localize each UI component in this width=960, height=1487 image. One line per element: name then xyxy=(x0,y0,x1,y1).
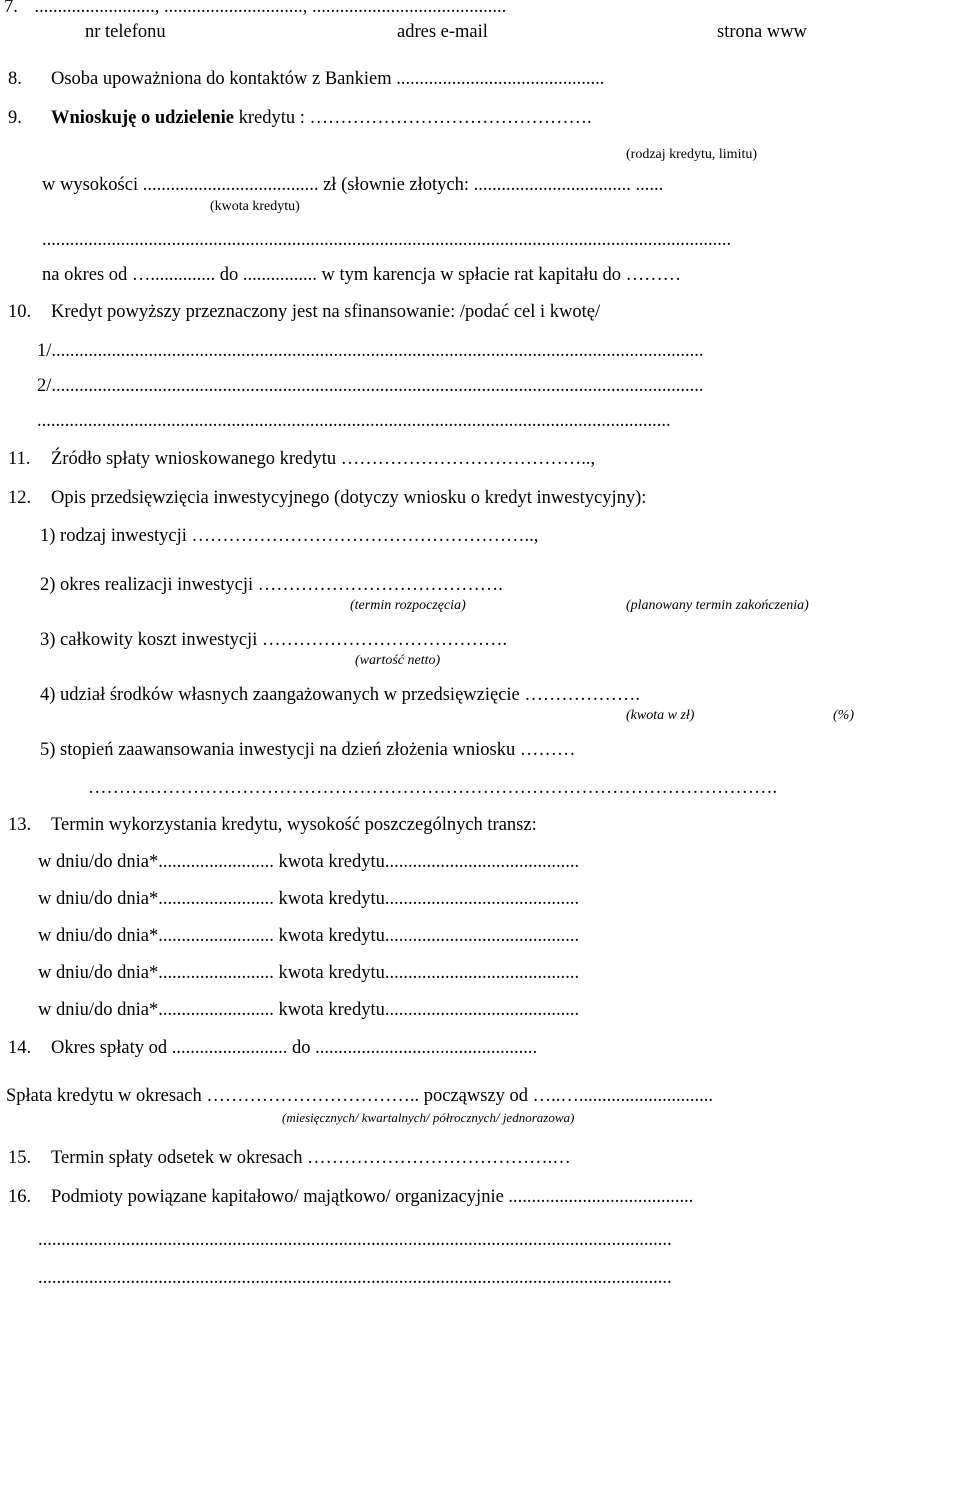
item-14[interactable] xyxy=(8,1037,537,1059)
item-9[interactable] xyxy=(8,107,592,129)
investment-cost-field[interactable]: 3) całkowity koszt inwestycji …………………………………. xyxy=(40,630,508,650)
item-7-dots[interactable] xyxy=(4,0,506,18)
end-date-note: (planowany termin zakończenia) xyxy=(626,598,809,613)
purpose-line-2[interactable]: 2/............................................................................................................................................. xyxy=(37,376,704,396)
item-16[interactable] xyxy=(8,1186,693,1208)
purpose-line-1[interactable]: 1/............................................................................................................................................. xyxy=(37,341,704,361)
repayment-source-field[interactable]: Źródło spłaty wnioskowanego kredytu ………………………………….., xyxy=(51,449,596,469)
interest-schedule-field[interactable]: Termin spłaty odsetek w okresach ………………………………….… xyxy=(51,1148,571,1168)
repayment-period-field[interactable]: Okres spłaty od ......................... do ................................................ xyxy=(51,1038,538,1058)
repayment-schedule-note: (miesięcznych/ kwartalnych/ półrocznych/ jednorazowa) xyxy=(282,1110,575,1125)
item-15-number: 15. xyxy=(8,1148,32,1168)
own-funds-amount-note: (kwota w zł) xyxy=(626,708,695,723)
item-9-number: 9. xyxy=(8,108,22,128)
tranche-row[interactable]: w dniu/do dnia*......................... kwota kredytu.......................................... xyxy=(38,889,580,909)
item-16-number: 16. xyxy=(8,1187,32,1207)
email-label: adres e-mail xyxy=(397,22,488,42)
item-8-number: 8. xyxy=(8,69,22,89)
item-12-number: 12. xyxy=(8,488,32,508)
start-date-note: (termin rozpoczęcia) xyxy=(350,598,466,613)
item-8[interactable] xyxy=(8,68,604,90)
item-13 xyxy=(8,814,537,836)
net-value-note: (wartość netto) xyxy=(355,653,441,668)
tranche-row[interactable]: w dniu/do dnia*......................... kwota kredytu.......................................... xyxy=(38,926,580,946)
item-13-number: 13. xyxy=(8,815,32,835)
item-12-text: Opis przedsięwzięcia inwestycyjnego (dotyczy wniosku o kredyt inwestycyjny): xyxy=(51,488,647,508)
item-13-text: Termin wykorzystania kredytu, wysokość poszczególnych transz: xyxy=(51,815,537,835)
related-entities-field[interactable]: Podmioty powiązane kapitałowo/ majątkowo/ organizacyjnie ........................................ xyxy=(51,1187,694,1207)
related-entities-continuation[interactable]: ......................................................................................................................................... xyxy=(38,1268,672,1288)
item-7-fill[interactable]: .........................., .............................., .......................................... xyxy=(34,0,507,17)
credit-kind-field[interactable]: kredytu : ………………………………………. xyxy=(233,108,592,128)
investment-type-field[interactable]: 1) rodzaj inwestycji ……………………………………………….., xyxy=(40,526,539,546)
phone-label: nr telefonu xyxy=(85,22,166,42)
item-11[interactable] xyxy=(8,448,595,470)
item-12 xyxy=(8,487,646,509)
own-funds-percent-note: (%) xyxy=(833,708,854,723)
credit-amount-note: (kwota kredytu) xyxy=(210,199,300,214)
item-14-number: 14. xyxy=(8,1038,32,1058)
item-7-number: 7. xyxy=(4,0,18,17)
item-9-bold: Wnioskuję o udzielenie xyxy=(51,108,234,128)
related-entities-continuation[interactable]: ......................................................................................................................................... xyxy=(38,1230,672,1250)
tranche-row[interactable]: w dniu/do dnia*......................... kwota kredytu.......................................... xyxy=(38,963,580,983)
investment-period-field[interactable]: 2) okres realizacji inwestycji …………………………………. xyxy=(40,575,503,595)
item-11-number: 11. xyxy=(8,449,31,469)
credit-amount-field[interactable]: w wysokości ...................................... zł (słownie złotych: .................................. ...... xyxy=(42,175,664,195)
repayment-schedule-field[interactable]: Spłata kredytu w okresach …………………………….. począwszy od …..…............................. xyxy=(6,1086,714,1106)
own-funds-field[interactable]: 4) udział środków własnych zaangażowanych w przedsięwzięcie ………………. xyxy=(40,685,641,705)
credit-period-field[interactable]: na okres od ….............. do ................ w tym karencja w spłacie rat kapitału do ……… xyxy=(42,265,682,285)
investment-progress-continuation[interactable]: …………………………………………………………………………………………………. xyxy=(88,778,778,798)
amount-words-continuation[interactable]: ..................................................................................................................................................... xyxy=(42,230,732,250)
item-15[interactable] xyxy=(8,1147,571,1169)
purpose-line-3[interactable]: ......................................................................................................................................... xyxy=(37,411,671,431)
contact-person-field[interactable]: Osoba upoważniona do kontaktów z Bankiem ............................................. xyxy=(51,69,605,89)
item-10-number: 10. xyxy=(8,302,32,322)
tranche-row[interactable]: w dniu/do dnia*......................... kwota kredytu.......................................... xyxy=(38,852,580,872)
credit-kind-note: (rodzaj kredytu, limitu) xyxy=(626,147,758,162)
item-10-text: Kredyt powyższy przeznaczony jest na sfinansowanie: /podać cel i kwotę/ xyxy=(51,302,601,322)
tranche-row[interactable]: w dniu/do dnia*......................... kwota kredytu.......................................... xyxy=(38,1000,580,1020)
investment-progress-field[interactable]: 5) stopień zaawansowania inwestycji na dzień złożenia wniosku ……… xyxy=(40,740,576,760)
item-10 xyxy=(8,301,600,323)
www-label: strona www xyxy=(717,22,807,42)
